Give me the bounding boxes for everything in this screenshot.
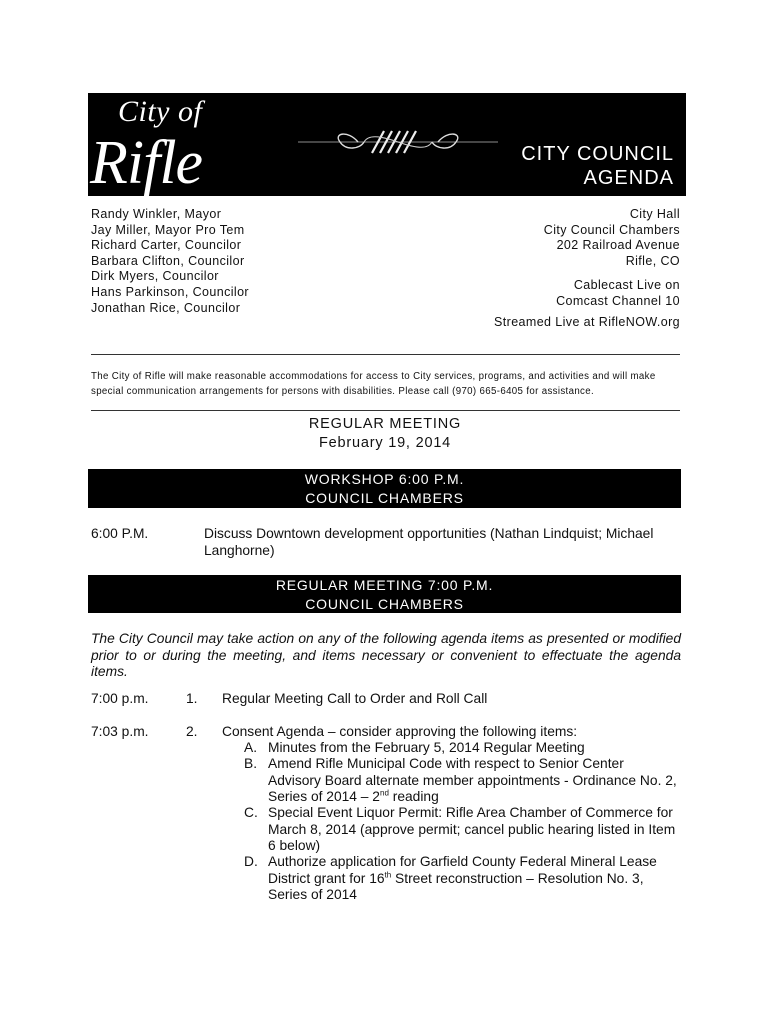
consent-text-wrap	[268, 854, 678, 904]
item-number: 2.	[186, 724, 198, 739]
consent-item-c	[244, 805, 684, 855]
item-time: 7:03 p.m.	[91, 724, 149, 739]
consent-item-d	[244, 854, 684, 904]
item-number: 1.	[186, 691, 198, 706]
agenda-title	[454, 142, 682, 190]
agenda-intro: The City Council may take action on any of the following agenda items as presented or modified prior to or during the meeting, and items necessary or convenient to effectuate the agenda items.	[91, 631, 681, 679]
workshop-time: 6:00 P.M.	[91, 526, 149, 541]
cablecast-line: Cablecast Live on	[573, 278, 680, 293]
member: Hans Parkinson, Councilor	[91, 284, 249, 299]
member: Dirk Myers, Councilor	[91, 269, 219, 284]
meeting-location	[494, 207, 680, 330]
ordinal-suffix: nd	[380, 788, 389, 798]
regular-meeting-title: REGULAR MEETING 7:00 P.M.	[275, 577, 494, 593]
ordinal-suffix: th	[384, 869, 392, 879]
divider	[91, 354, 680, 355]
meeting-date: February 19, 2014	[318, 435, 452, 451]
location-line: Rifle, CO	[625, 253, 680, 268]
consent-letter: B.	[244, 756, 258, 771]
logo-rifle: Rifle	[90, 129, 203, 197]
item-time: 7:00 p.m.	[91, 691, 149, 706]
logo-city-of: City of	[118, 95, 203, 128]
agenda-title-line2: AGENDA	[583, 167, 674, 189]
regular-meeting-location: COUNCIL CHAMBERS	[305, 595, 464, 612]
workshop-topic: Discuss Downtown development opportunities (Nathan Lindquist; Michael Langhorne)	[204, 526, 654, 558]
consent-item-b	[244, 756, 684, 806]
location-line: 202 Railroad Avenue	[556, 238, 680, 253]
member: Jonathan Rice, Councilor	[91, 300, 241, 315]
agenda-title-line1: CITY COUNCIL	[521, 143, 674, 165]
consent-text: Amend Rifle Municipal Code with respect to Senior Center Advisory Board alternate member appointments - Ordinance No. 2, Series of 2014 – 2	[268, 756, 677, 804]
consent-text-tail: Street reconstruction – Resolution No. 3, Series of 2014	[268, 870, 644, 902]
regular-meeting-bar	[88, 575, 681, 613]
workshop-location: COUNCIL CHAMBERS	[305, 489, 464, 506]
member: Richard Carter, Councilor	[91, 238, 242, 253]
consent-item-a	[244, 740, 684, 757]
council-members	[91, 207, 249, 316]
location-line: City Hall	[629, 207, 680, 221]
workshop-title: WORKSHOP 6:00 P.M.	[304, 471, 465, 487]
consent-text: Special Event Liquor Permit: Rifle Area Chamber of Commerce for March 8, 2014 (approve permit; cancel public hearing listed in Item 6 below)	[268, 805, 676, 853]
item-text: Regular Meeting Call to Order and Roll Call	[222, 691, 488, 706]
workshop-bar	[88, 469, 681, 508]
stream-line: Streamed Live at RifleNOW.org	[494, 314, 680, 329]
consent-letter: D.	[244, 854, 258, 869]
cablecast-line: Comcast Channel 10	[556, 293, 680, 308]
consent-letter: A.	[244, 740, 258, 755]
consent-text-tail: reading	[388, 789, 439, 804]
consent-text: Minutes from the February 5, 2014 Regular Meeting	[268, 740, 585, 755]
consent-text-wrap	[268, 756, 678, 806]
divider	[91, 410, 680, 411]
consent-letter: C.	[244, 805, 258, 820]
accessibility-notice: The City of Rifle will make reasonable accommodations for access to City services, programs, and activities and will make special communication arrangements for persons with disabilities. Please call (970) 665-6405 for assistance.	[91, 371, 656, 397]
member: Randy Winkler, Mayor	[91, 207, 222, 221]
meeting-heading	[0, 415, 770, 453]
meeting-title: REGULAR MEETING	[308, 416, 462, 432]
member: Jay Miller, Mayor Pro Tem	[91, 222, 245, 237]
location-line: City Council Chambers	[543, 222, 680, 237]
member: Barbara Clifton, Councilor	[91, 253, 245, 268]
consent-text: Authorize application for Garfield County Federal Mineral Lease District grant for 16	[268, 854, 657, 886]
item-text: Consent Agenda – consider approving the following items:	[222, 724, 578, 739]
